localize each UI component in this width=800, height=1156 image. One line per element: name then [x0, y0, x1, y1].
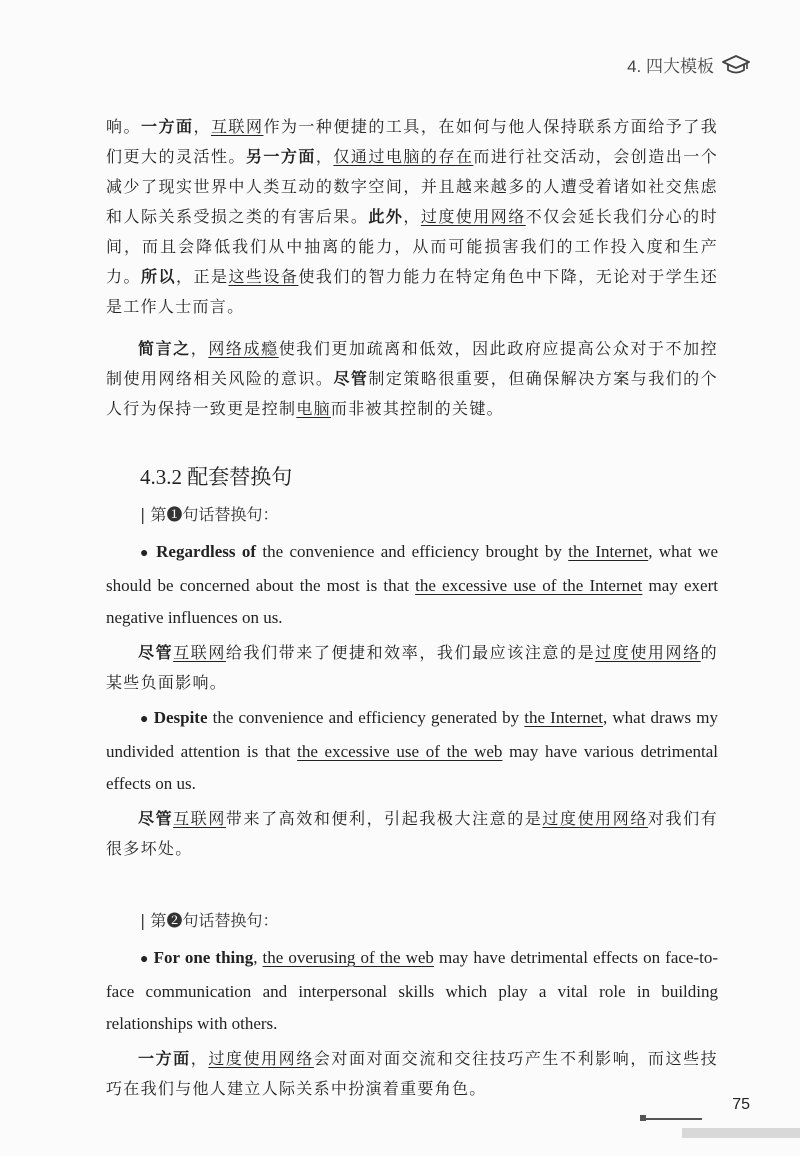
text-run: ，正是 [175, 267, 229, 286]
text-run: 作为一种便捷的工具，在如何与他人保持联系方面给予了我们更大的灵活性。 [106, 117, 718, 166]
bold-term: 尽管 [333, 369, 369, 388]
chapter-title: 4. 四大模板 [627, 57, 714, 76]
underlined-phrase: the Internet [568, 542, 649, 561]
text-run: , what draws my undivided attention is that [106, 708, 718, 761]
text-run: 会对面对面交流和交往技巧产生不利影响，而这些技巧在我们与他人建立人际关系中扮演着重要角色。 [106, 1049, 718, 1098]
text-run: ， [315, 147, 334, 166]
text-run: the convenience and efficiency brought by [256, 542, 569, 561]
bullet-icon: ● [140, 952, 154, 967]
underlined-phrase: 电脑 [296, 399, 331, 418]
bold-term: For one thing [153, 948, 254, 967]
text-run: ， [190, 1049, 209, 1068]
bold-term: Despite [153, 708, 208, 727]
text-run: ， [193, 117, 211, 136]
text-run: may have detrimental effects on face-to-face communication and interpersonal skills which play a vital role in building relationships with others. [106, 948, 718, 1033]
text-run: may exert negative influences on us. [106, 576, 718, 627]
bold-term: 一方面 [140, 117, 194, 136]
text-run: 使我们更加疏离和低效，因此政府应提高公众对于不加控制使用网络相关风险的意识。 [106, 339, 718, 388]
bold-term: 尽管 [138, 809, 174, 828]
bold-term: 此外 [368, 207, 404, 226]
example-en-3 [106, 942, 718, 1040]
text-run: ， [403, 207, 421, 226]
graduation-cap-icon [722, 54, 750, 76]
underlined-phrase: 互联网 [210, 117, 264, 136]
underlined-phrase: 仅通过电脑的存在 [333, 147, 474, 166]
footer-band [682, 1128, 800, 1138]
text-run: 的某些负面影响。 [106, 643, 718, 692]
example-cn-3 [106, 1044, 718, 1104]
bold-term: 简言之 [138, 339, 191, 358]
bold-term: 所以 [140, 267, 176, 286]
bold-term: 尽管 [138, 643, 174, 662]
running-header [627, 52, 750, 77]
bullet-icon: ● [140, 546, 157, 561]
underlined-phrase: 过度使用网络 [542, 809, 648, 828]
bullet-icon: ● [140, 712, 154, 727]
underlined-phrase: 互联网 [173, 643, 226, 662]
text-run: 不仅会延长我们分心的时间，而且会降低我们从中抽离的能力，从而可能损害我们的工作投入度和生产力。 [106, 207, 718, 286]
paragraph-2 [106, 334, 718, 424]
text-run: 响。 [106, 117, 141, 136]
text-run: , what we should be concerned about the most is that [106, 542, 719, 595]
page-number: 75 [732, 1096, 750, 1113]
paragraph-1 [106, 112, 718, 322]
text-run: 使我们的智力能力在特定角色中下降，无论对于学生还是工作人士而言。 [106, 267, 718, 316]
page-body [106, 112, 718, 1104]
text-run: , [253, 948, 263, 967]
bold-term: Regardless of [156, 542, 256, 561]
text-run: 制定策略很重要，但确保解决方案与我们的个人行为保持一致更是控制 [106, 369, 718, 418]
text-run: 而进行社交活动，会创造出一个减少了现实世界中人类互动的数字空间，并且越来越多的人遭受着诸如社交焦虑和人际关系受损之类的有害后果。 [106, 147, 719, 226]
underlined-phrase: the excessive use of the web [297, 742, 503, 761]
text-run: may have various detrimental effects on us. [106, 742, 718, 793]
example-cn-1 [106, 638, 718, 698]
underlined-phrase: 过度使用网络 [420, 207, 526, 226]
underlined-phrase: the overusing of the web [262, 948, 434, 967]
example-cn-2 [106, 804, 718, 864]
bold-term: 一方面 [138, 1049, 191, 1068]
underlined-phrase: the Internet [524, 708, 604, 727]
bold-term: 另一方面 [245, 147, 316, 166]
sub-heading-2: | 第❷句话替换句： [140, 911, 279, 930]
text-run: the convenience and efficiency generated by [207, 708, 525, 727]
section-title: 4.3.2 配套替换句 [140, 465, 293, 489]
underlined-phrase: the excessive use of the Internet [415, 576, 643, 595]
example-en-1 [106, 536, 718, 634]
underlined-phrase: 网络成瘾 [208, 339, 279, 358]
underlined-phrase: 过度使用网络 [208, 1049, 314, 1068]
text-run: ， [190, 339, 209, 358]
text-run: 对我们有很多坏处。 [106, 809, 718, 858]
text-run: 而非被其控制的关键。 [330, 399, 504, 418]
underlined-phrase: 互联网 [173, 809, 226, 828]
text-run: 带来了高效和便利，引起我极大注意的是 [225, 809, 543, 828]
underlined-phrase: 这些设备 [228, 267, 299, 286]
underlined-phrase: 过度使用网络 [595, 643, 701, 662]
example-en-2 [106, 702, 718, 800]
text-run: 给我们带来了便捷和效率，我们最应该注意的是 [225, 643, 596, 662]
sub-heading-1: | 第❶句话替换句： [140, 505, 279, 524]
footer-rule [644, 1118, 702, 1120]
